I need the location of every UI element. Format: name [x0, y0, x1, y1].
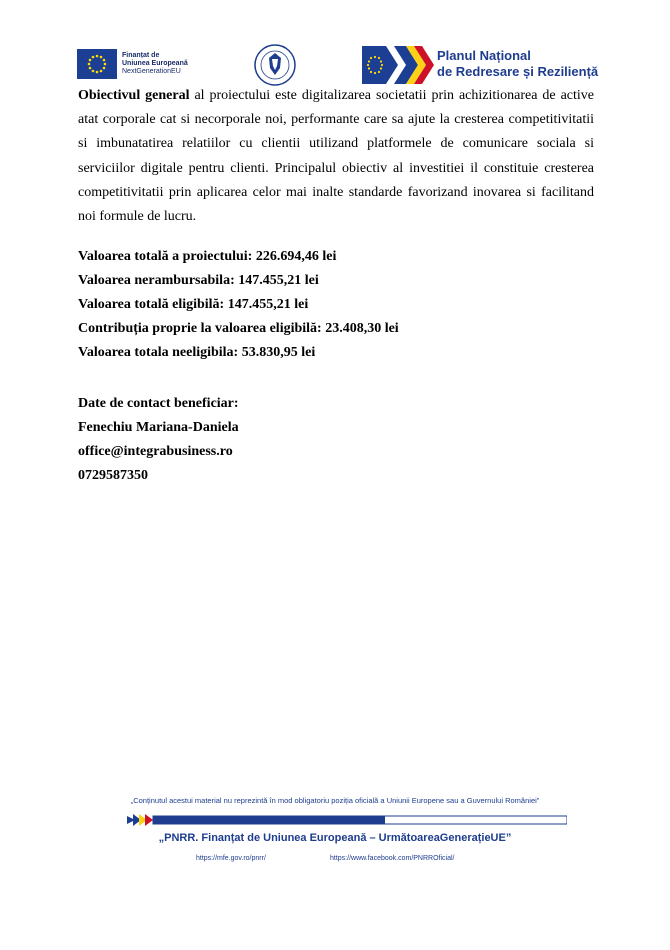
eu-logo-line3: NextGenerationEU	[122, 68, 181, 75]
value-eligible: Valoarea totală eligibilă: 147.455,21 lei	[78, 297, 309, 312]
eu-flag-icon	[77, 49, 117, 79]
eu-funding-logo	[77, 48, 207, 80]
contact-name: Fenechiu Mariana-Daniela	[78, 420, 239, 435]
value-total: Valoarea totală a proiectului: 226.694,46 lei	[78, 249, 337, 264]
mfe-link[interactable]: https://mfe.gov.ro/pnrr/	[196, 855, 266, 862]
beneficiary-contact	[78, 392, 594, 488]
pnrr-logo-line1: Planul Național	[437, 48, 531, 63]
eu-logo-line2: Uniunea Europeană	[122, 60, 188, 67]
value-non-eligible: Valoarea totala neeligibila: 53.830,95 lei	[78, 345, 316, 360]
project-values	[78, 245, 594, 365]
value-own-contribution: Contribuția proprie la valoarea eligibilă: 23.408,30 lei	[78, 321, 399, 336]
objective-lead: Obiectivul general	[78, 88, 190, 103]
eu-logo-line1: Finanțat de	[122, 52, 160, 59]
facebook-link[interactable]: https://www.facebook.com/PNRROficial/	[330, 855, 455, 862]
pnrr-flags-icon	[362, 46, 437, 84]
contact-phone: 0729587350	[78, 468, 148, 483]
objective-paragraph	[78, 84, 594, 229]
pnrr-logo	[362, 46, 602, 84]
footer-flag-bar	[127, 813, 567, 827]
government-seal-logo	[254, 44, 296, 86]
eu-logo-text	[122, 52, 188, 76]
pnrr-logo-line2: de Redresare și Reziliență	[437, 64, 599, 79]
objective-text: al proiectului este digitalizarea societatii prin achizitionarea de active atat corporale cat si necorporale noi, performante care sa ajute la cresterea competitivitatii si imbunatatirea relatiilor cu clientii utilizand platformele de comunicare sociala si serviciilor digitale pentru clienti. Principalul obiectiv al investitiei il constituie cresterea competitivitatii prin aplicarea celor mai inalte standarde favorizand inovarea si facilitand noi formule de lucru.	[78, 88, 594, 225]
contact-heading: Date de contact beneficiar:	[78, 396, 239, 411]
value-non-reimbursable: Valoarea nerambursabila: 147.455,21 lei	[78, 273, 319, 288]
footer-title: „PNRR. Finanțat de Uniunea Europeană – UrmătoareaGenerațieUE”	[158, 832, 512, 844]
contact-email: office@integrabusiness.ro	[78, 444, 233, 459]
footer-disclaimer: „Conținutul acestui material nu reprezintă în mod obligatoriu poziția oficială a Uniunii Europene sau a Guvernului României”	[130, 796, 540, 805]
pnrr-logo-text	[437, 48, 598, 80]
